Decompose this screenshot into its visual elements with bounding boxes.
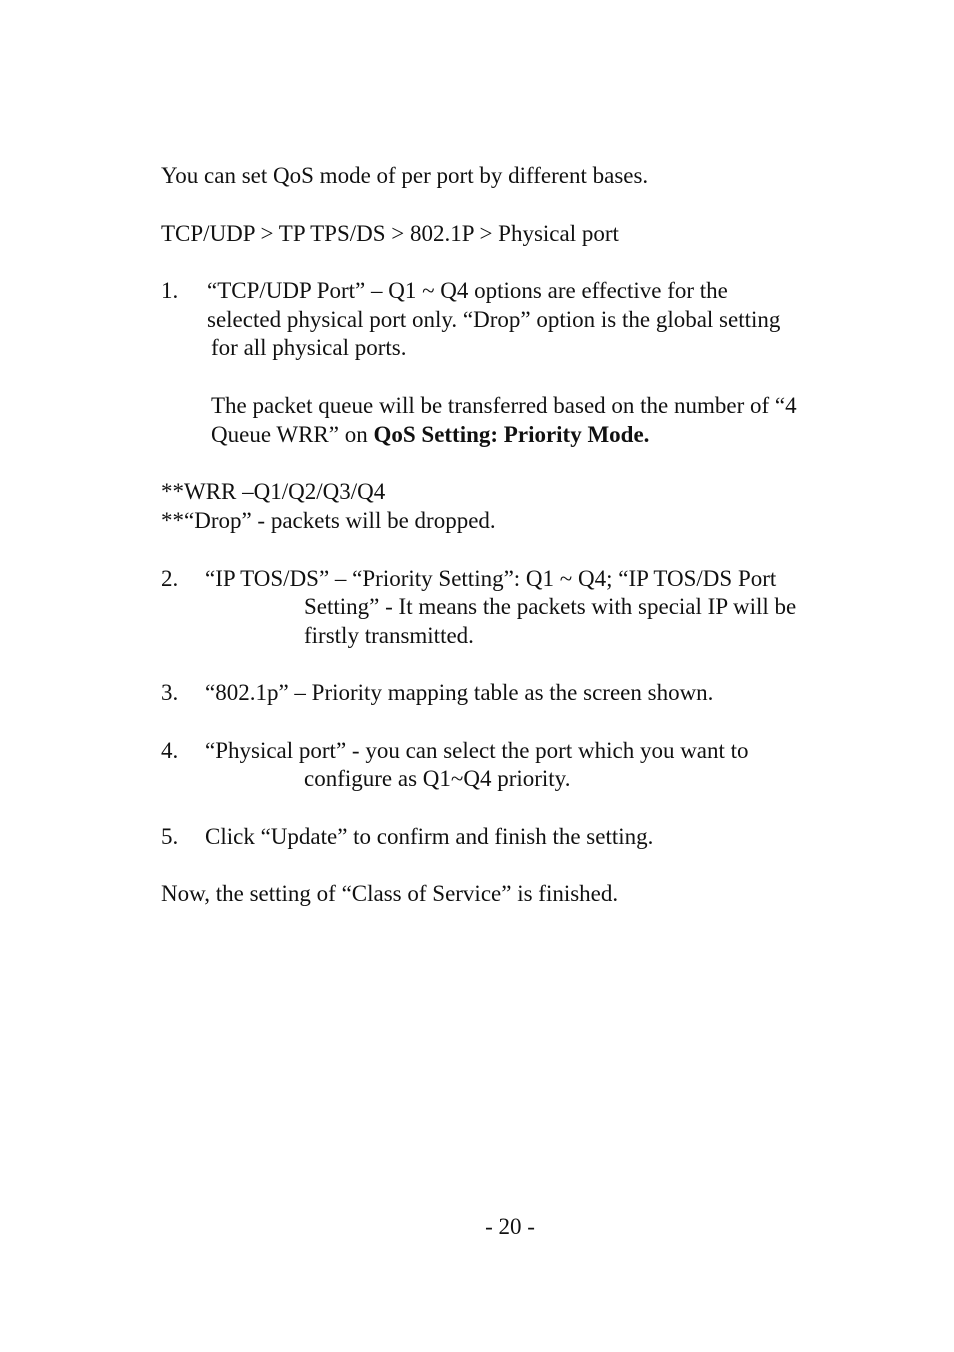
intro-text: You can set QoS mode of per port by different bases.	[161, 163, 649, 188]
note-drop: **“Drop” - packets will be dropped.	[161, 508, 496, 533]
item-3-number: 3.	[161, 680, 179, 705]
item-1-line-1: “TCP/UDP Port” – Q1 ~ Q4 options are effective for the	[207, 278, 728, 303]
item-1-para-2-line-2	[211, 421, 649, 449]
item-5-number: 5.	[161, 824, 179, 849]
item-1-line-3: for all physical ports.	[211, 335, 407, 360]
item-2-line-2: Setting” - It means the packets with special IP will be	[304, 594, 797, 619]
priority-order-text: TCP/UDP > TP TPS/DS > 802.1P > Physical port	[161, 221, 619, 246]
note-wrr: **WRR –Q1/Q2/Q3/Q4	[161, 479, 386, 504]
item-3-line-1: “802.1p” – Priority mapping table as the screen shown.	[205, 680, 714, 705]
closing-text: Now, the setting of “Class of Service” is finished.	[161, 881, 619, 906]
item-2-line-1: “IP TOS/DS” – “Priority Setting”: Q1 ~ Q4; “IP TOS/DS Port	[205, 566, 777, 591]
item-4-line-2: configure as Q1~Q4 priority.	[304, 766, 571, 791]
item-1-number: 1.	[161, 278, 179, 303]
item-1-para-2-line-1: The packet queue will be transferred based on the number of “4	[211, 393, 797, 418]
item-1-para-2-prefix: Queue WRR” on	[211, 422, 374, 447]
item-1-line-2: selected physical port only. “Drop” option is the global setting	[207, 307, 781, 332]
page-number: - 20 -	[485, 1214, 535, 1239]
qos-setting-reference: QoS Setting: Priority Mode.	[373, 422, 650, 447]
item-5-line-1: Click “Update” to confirm and finish the setting.	[205, 824, 654, 849]
item-4-line-1: “Physical port” - you can select the port which you want to	[205, 738, 749, 763]
item-2-number: 2.	[161, 566, 179, 591]
item-2-line-3: firstly transmitted.	[304, 623, 474, 648]
item-4-number: 4.	[161, 738, 179, 763]
